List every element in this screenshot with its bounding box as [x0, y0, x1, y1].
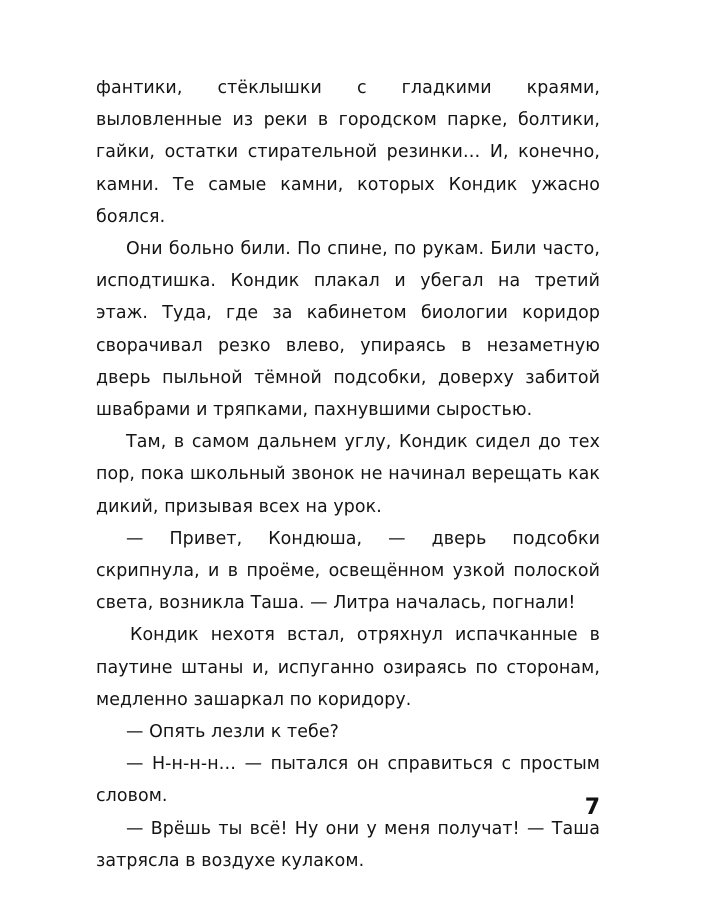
paragraph-dialogue: — Опять лезли к тебе?: [126, 722, 339, 743]
paragraph: Там, в самом дальнем углу, Кондик сидел до тех пор, пока школьный звонок не начинал верещать как дикий, призывая всех на урок.: [96, 432, 600, 517]
paragraph-dialogue: — Привет, Кондюша, — дверь подсобки скрипнула, и в проёме, освещённом узкой полоской света, возникла Таша. — Литра началась, погнали!: [96, 528, 600, 614]
paragraph-dialogue: — Н-н-н-н… — пытался он справиться с простым словом.: [96, 754, 600, 807]
page-number: 7: [584, 795, 600, 820]
paragraph-continuation: фантики, стёклышки с гладкими краями, выловленные из реки в городском парке, болтики, гайки, остатки стирательной резинки… И, конечно, камни. Те самые камни, которых Кондик ужасно боялся.: [96, 78, 600, 227]
paragraph-dialogue: — Врёшь ты всё! Ну они у меня получат! — Таша затрясла в воздухе кулаком.: [96, 818, 600, 871]
paragraph: Они больно били. По спине, по рукам. Били часто, исподтишка. Кондик плакал и убегал на третий этаж. Туда, где за кабинетом биологии коридор сворачивал резко влево, упираясь в незаметную дверь пыльной тёмной подсобки, доверху забитой швабрами и тряпками, пахнувшими сыростью.: [96, 239, 600, 421]
paragraph: Кондик нехотя встал, отряхнул испачканные в паутине штаны и, испуганно озираясь по сторонам, медленно зашаркал по коридору.: [96, 625, 600, 710]
body-text-column: [96, 72, 600, 877]
